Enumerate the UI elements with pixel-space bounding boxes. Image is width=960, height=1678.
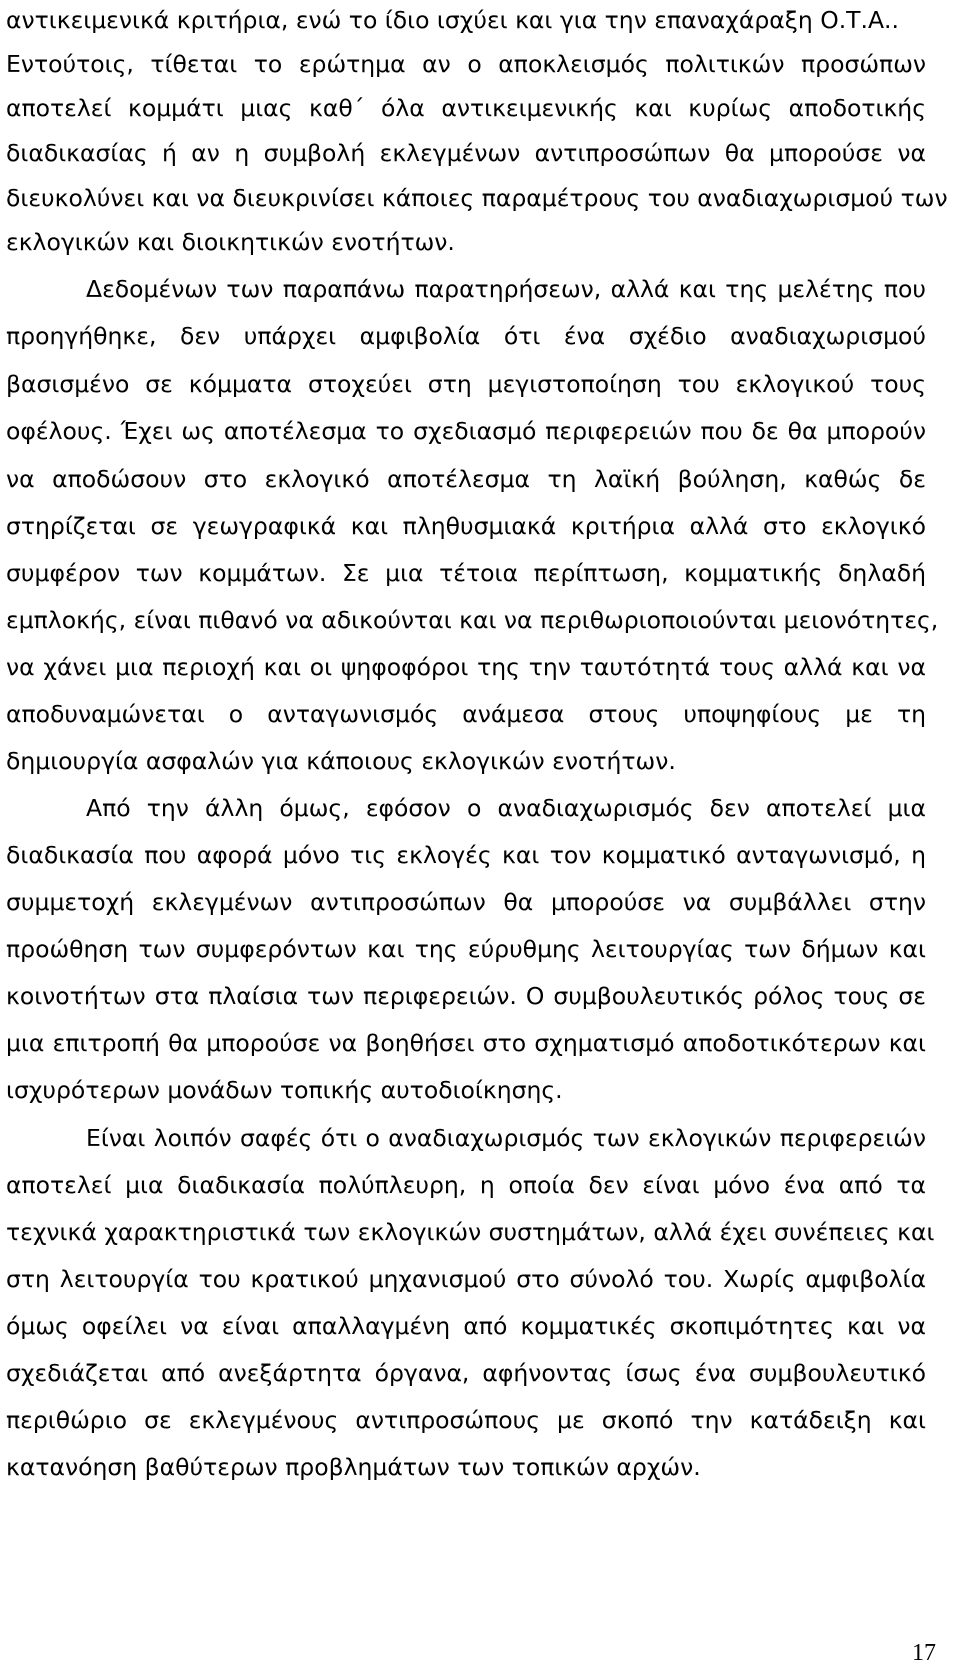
text-line: μια επιτροπή θα μπορούσε να βοηθήσει στο σχηματισμό αποδοτικότερων και — [6, 1029, 926, 1057]
text-line: προώθηση των συμφερόντων και της εύρυθμης λειτουργίας των δήμων και — [6, 935, 926, 963]
page-number: 17 — [912, 1640, 936, 1666]
text-line: εμπλοκής, είναι πιθανό να αδικούνται και να περιθωριοποιούνται μειονότητες, — [6, 606, 939, 634]
text-line: οφέλους. Έχει ως αποτέλεσμα το σχεδιασμό περιφερειών που δε θα μπορούν — [6, 417, 926, 445]
text-line: κατανόηση βαθύτερων προβλημάτων των τοπικών αρχών. — [6, 1453, 701, 1481]
text-line: δημιουργία ασφαλών για κάποιους εκλογικών ενοτήτων. — [6, 747, 676, 775]
text-line: στη λειτουργία του κρατικού μηχανισμού στο σύνολό του. Χωρίς αμφιβολία — [6, 1265, 926, 1293]
text-line: να αποδώσουν στο εκλογικό αποτέλεσμα τη λαϊκή βούληση, καθώς δε — [6, 465, 926, 493]
text-line: ισχυρότερων μονάδων τοπικής αυτοδιοίκησης. — [6, 1076, 563, 1104]
text-line: περιθώριο σε εκλεγμένους αντιπροσώπους με σκοπό την κατάδειξη και — [6, 1406, 926, 1434]
text-line: αποτελεί μια διαδικασία πολύπλευρη, η οποία δεν είναι μόνο ένα από τα — [6, 1171, 926, 1199]
text-line: κοινοτήτων στα πλαίσια των περιφερειών. Ο συμβουλευτικός ρόλος τους σε — [6, 982, 926, 1010]
text-line: συμμετοχή εκλεγμένων αντιπροσώπων θα μπορούσε να συμβάλλει στην — [6, 888, 926, 916]
text-line: διευκολύνει και να διευκρινίσει κάποιες παραμέτρους του αναδιαχωρισμού των — [6, 184, 948, 212]
text-line: συμφέρον των κομμάτων. Σε μια τέτοια περίπτωση, κομματικής δηλαδή — [6, 559, 926, 587]
text-line: διαδικασία που αφορά μόνο τις εκλογές και τον κομματικό ανταγωνισμό, η — [6, 841, 926, 869]
text-line: όμως οφείλει να είναι απαλλαγμένη από κομματικές σκοπιμότητες και να — [6, 1312, 926, 1340]
text-line: Είναι λοιπόν σαφές ότι ο αναδιαχωρισμός των εκλογικών περιφερειών — [86, 1124, 926, 1152]
text-line: διαδικασίας ή αν η συμβολή εκλεγμένων αντιπροσώπων θα μπορούσε να — [6, 139, 926, 167]
text-line: αποτελεί κομμάτι μιας καθ΄ όλα αντικειμενικής και κυρίως αποδοτικής — [6, 94, 926, 122]
text-line: Από την άλλη όμως, εφόσον ο αναδιαχωρισμός δεν αποτελεί μια — [86, 794, 926, 822]
text-line: αποδυναμώνεται ο ανταγωνισμός ανάμεσα στους υποψηφίους με τη — [6, 700, 926, 728]
text-line: αντικειμενικά κριτήρια, ενώ το ίδιο ισχύει και για την επαναχάραξη Ο.Τ.Α.. — [6, 6, 899, 34]
text-line: τεχνικά χαρακτηριστικά των εκλογικών συστημάτων, αλλά έχει συνέπειες και — [6, 1218, 935, 1246]
text-line: προηγήθηκε, δεν υπάρχει αμφιβολία ότι ένα σχέδιο αναδιαχωρισμού — [6, 322, 926, 350]
text-line: να χάνει μια περιοχή και οι ψηφοφόροι της την ταυτότητά τους αλλά και να — [6, 653, 926, 681]
text-line: σχεδιάζεται από ανεξάρτητα όργανα, αφήνοντας ίσως ένα συμβουλευτικό — [6, 1359, 926, 1387]
text-line: εκλογικών και διοικητικών ενοτήτων. — [6, 228, 455, 256]
text-line: Δεδομένων των παραπάνω παρατηρήσεων, αλλά και της μελέτης που — [86, 275, 926, 303]
text-line: Εντούτοις, τίθεται το ερώτημα αν ο αποκλεισμός πολιτικών προσώπων — [6, 50, 926, 78]
text-line: στηρίζεται σε γεωγραφικά και πληθυσμιακά κριτήρια αλλά στο εκλογικό — [6, 512, 926, 540]
text-line: βασισμένο σε κόμματα στοχεύει στη μεγιστοποίηση του εκλογικού τους — [6, 370, 926, 398]
